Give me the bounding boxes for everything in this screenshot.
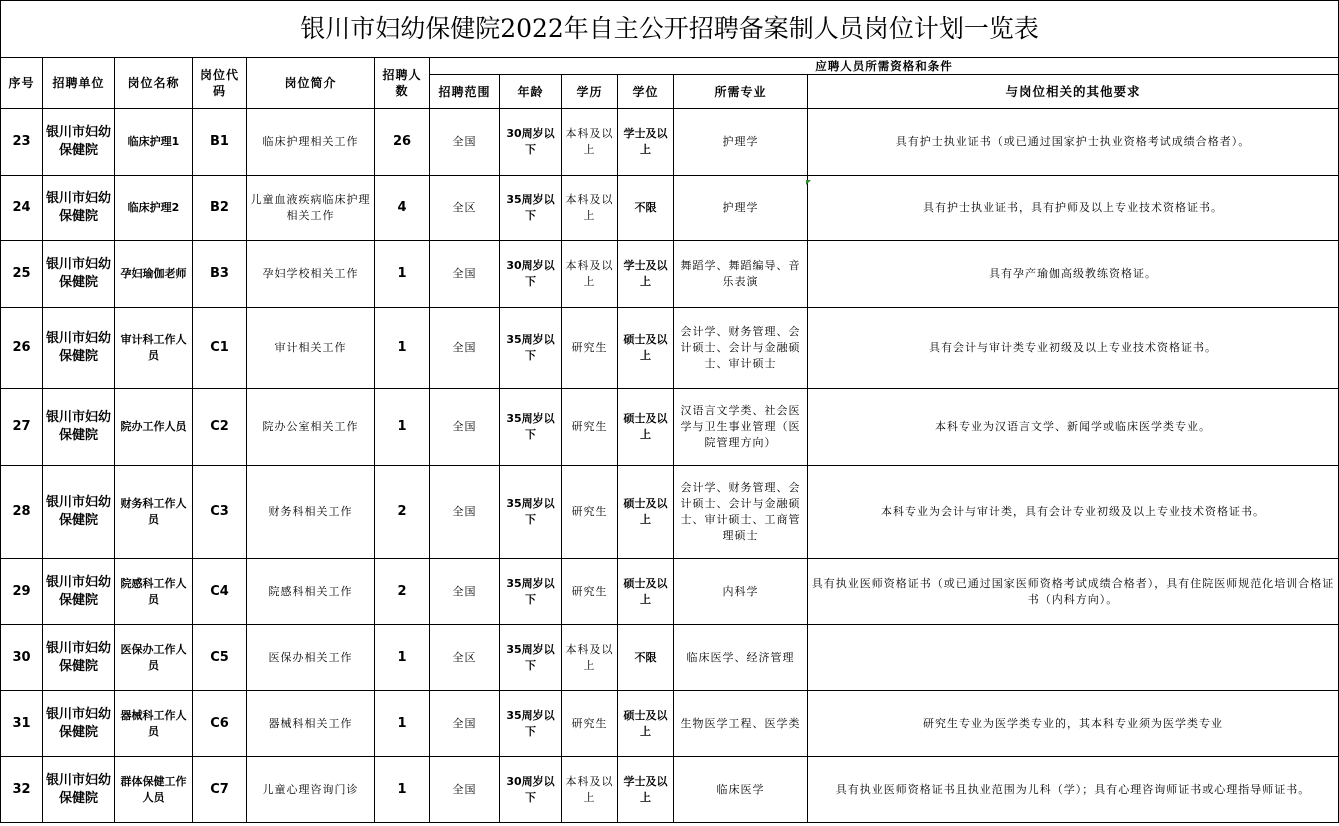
header-degree: 学位 (618, 75, 674, 109)
cell-education[interactable]: 本科及以上 (562, 176, 618, 241)
cell-other[interactable]: 研究生专业为医学类专业的，其本科专业须为医学类专业 (808, 691, 1339, 757)
cell-degree[interactable]: 学士及以上 (618, 757, 674, 823)
cell-post-desc[interactable]: 财务科相关工作 (247, 466, 375, 559)
cell-post-name[interactable]: 孕妇瑜伽老师 (115, 241, 193, 308)
cell-scope[interactable]: 全国 (430, 241, 500, 308)
cell-post-name[interactable]: 财务科工作人员 (115, 466, 193, 559)
header-count: 招聘人数 (375, 58, 430, 109)
table-body (1, 109, 1339, 823)
cell-seq[interactable]: 30 (1, 625, 43, 691)
cell-unit[interactable]: 银川市妇幼保健院 (43, 109, 115, 176)
cell-count[interactable]: 1 (375, 389, 430, 466)
cell-post-code[interactable]: C3 (193, 466, 247, 559)
cell-seq[interactable]: 23 (1, 109, 43, 176)
cell-post-desc[interactable]: 儿童心理咨询门诊 (247, 757, 375, 823)
cell-post-name[interactable]: 院办工作人员 (115, 389, 193, 466)
cell-education[interactable]: 本科及以上 (562, 109, 618, 176)
cell-other[interactable] (808, 625, 1339, 691)
header-scope: 招聘范围 (430, 75, 500, 109)
cell-age[interactable]: 35周岁以下 (500, 625, 562, 691)
cell-scope[interactable]: 全国 (430, 109, 500, 176)
cell-unit[interactable]: 银川市妇幼保健院 (43, 625, 115, 691)
cell-major[interactable]: 汉语言文学类、社会医学与卫生事业管理（医院管理方向） (674, 389, 808, 466)
cell-major[interactable]: 内科学 (674, 559, 808, 625)
header-seq: 序号 (1, 58, 43, 109)
cell-scope[interactable]: 全国 (430, 466, 500, 559)
cell-seq[interactable]: 24 (1, 176, 43, 241)
cell-post-desc[interactable]: 审计相关工作 (247, 308, 375, 389)
table-row (1, 691, 1339, 757)
cell-age[interactable]: 35周岁以下 (500, 559, 562, 625)
header-education: 学历 (562, 75, 618, 109)
cell-seq[interactable]: 28 (1, 466, 43, 559)
cell-post-name[interactable]: 院感科工作人员 (115, 559, 193, 625)
cell-degree[interactable]: 学士及以上 (618, 241, 674, 308)
cell-post-code[interactable]: C5 (193, 625, 247, 691)
header-other: 与岗位相关的其他要求 (808, 75, 1339, 109)
cell-major[interactable]: 会计学、财务管理、会计硕士、会计与金融硕士、审计硕士 (674, 308, 808, 389)
cell-post-code[interactable]: B1 (193, 109, 247, 176)
cell-age[interactable]: 30周岁以下 (500, 757, 562, 823)
cell-scope[interactable]: 全国 (430, 757, 500, 823)
cell-scope[interactable]: 全国 (430, 389, 500, 466)
cell-age[interactable]: 30周岁以下 (500, 241, 562, 308)
cell-age[interactable]: 35周岁以下 (500, 466, 562, 559)
cell-education[interactable]: 本科及以上 (562, 625, 618, 691)
cell-seq[interactable]: 32 (1, 757, 43, 823)
table-row (1, 559, 1339, 625)
cell-major[interactable]: 会计学、财务管理、会计硕士、会计与金融硕士、审计硕士、工商管理硕士 (674, 466, 808, 559)
cell-post-code[interactable]: B3 (193, 241, 247, 308)
cell-scope[interactable]: 全区 (430, 625, 500, 691)
cell-education[interactable]: 研究生 (562, 466, 618, 559)
table-row (1, 176, 1339, 241)
cell-scope[interactable]: 全国 (430, 691, 500, 757)
title-row (1, 1, 1339, 58)
header-row-1 (1, 58, 1339, 75)
cell-degree[interactable]: 硕士及以上 (618, 559, 674, 625)
header-major: 所需专业 (674, 75, 808, 109)
cell-age[interactable]: 35周岁以下 (500, 308, 562, 389)
cell-post-name[interactable]: 临床护理1 (115, 109, 193, 176)
cell-post-code[interactable]: C4 (193, 559, 247, 625)
header-age: 年龄 (500, 75, 562, 109)
cell-unit[interactable]: 银川市妇幼保健院 (43, 757, 115, 823)
cell-seq[interactable]: 26 (1, 308, 43, 389)
cell-unit[interactable]: 银川市妇幼保健院 (43, 389, 115, 466)
cell-post-desc[interactable]: 器械科相关工作 (247, 691, 375, 757)
cell-age[interactable]: 35周岁以下 (500, 691, 562, 757)
cell-other[interactable]: 具有执业医师资格证书（或已通过国家医师资格考试成绩合格者），具有住院医师规范化培训合格证书（内科方向）。 (808, 559, 1339, 625)
cell-other[interactable]: 本科专业为会计与审计类，具有会计专业初级及以上专业技术资格证书。 (808, 466, 1339, 559)
cell-unit[interactable]: 银川市妇幼保健院 (43, 559, 115, 625)
page-title: 银川市妇幼保健院2022年自主公开招聘备案制人员岗位计划一览表 (1, 1, 1339, 58)
cell-degree[interactable]: 硕士及以上 (618, 389, 674, 466)
cell-post-desc[interactable]: 临床护理相关工作 (247, 109, 375, 176)
cell-education[interactable]: 研究生 (562, 308, 618, 389)
cell-major[interactable]: 生物医学工程、医学类 (674, 691, 808, 757)
cell-seq[interactable]: 27 (1, 389, 43, 466)
cell-post-desc[interactable]: 院感科相关工作 (247, 559, 375, 625)
header-post-name: 岗位名称 (115, 58, 193, 109)
cell-post-desc[interactable]: 医保办相关工作 (247, 625, 375, 691)
cell-seq[interactable]: 25 (1, 241, 43, 308)
cell-seq[interactable]: 31 (1, 691, 43, 757)
cell-unit[interactable]: 银川市妇幼保健院 (43, 176, 115, 241)
cell-count[interactable]: 1 (375, 308, 430, 389)
cell-post-code[interactable]: B2 (193, 176, 247, 241)
cell-post-name[interactable]: 群体保健工作人员 (115, 757, 193, 823)
table-row (1, 625, 1339, 691)
cell-count[interactable]: 2 (375, 559, 430, 625)
cell-count[interactable]: 2 (375, 466, 430, 559)
cell-degree[interactable]: 硕士及以上 (618, 308, 674, 389)
cell-age[interactable]: 35周岁以下 (500, 176, 562, 241)
cell-age[interactable]: 30周岁以下 (500, 109, 562, 176)
cell-post-code[interactable]: C1 (193, 308, 247, 389)
cell-other[interactable]: 具有会计与审计类专业初级及以上专业技术资格证书。 (808, 308, 1339, 389)
cell-education[interactable]: 本科及以上 (562, 757, 618, 823)
cell-major[interactable]: 临床医学 (674, 757, 808, 823)
header-post-desc: 岗位简介 (247, 58, 375, 109)
cell-major[interactable]: 护理学 (674, 176, 808, 241)
cell-education[interactable]: 研究生 (562, 389, 618, 466)
cell-other[interactable]: 具有孕产瑜伽高级教练资格证。 (808, 241, 1339, 308)
cell-major[interactable]: 舞蹈学、舞蹈编导、音乐表演 (674, 241, 808, 308)
cell-unit[interactable]: 银川市妇幼保健院 (43, 308, 115, 389)
cell-post-code[interactable]: C2 (193, 389, 247, 466)
table-row (1, 308, 1339, 389)
table-row (1, 241, 1339, 308)
cell-post-name[interactable]: 临床护理2 (115, 176, 193, 241)
cell-post-name[interactable]: 器械科工作人员 (115, 691, 193, 757)
header-qualifications: 应聘人员所需资格和条件 (430, 58, 1339, 75)
cell-post-desc[interactable]: 院办公室相关工作 (247, 389, 375, 466)
cell-degree[interactable]: 不限 (618, 176, 674, 241)
cell-post-code[interactable]: C6 (193, 691, 247, 757)
cell-post-name[interactable]: 审计科工作人员 (115, 308, 193, 389)
cell-education[interactable]: 研究生 (562, 559, 618, 625)
cell-degree[interactable]: 学士及以上 (618, 109, 674, 176)
cell-education[interactable]: 研究生 (562, 691, 618, 757)
cell-count[interactable]: 1 (375, 241, 430, 308)
cell-count[interactable]: 1 (375, 625, 430, 691)
cell-post-desc[interactable]: 儿童血液疾病临床护理相关工作 (247, 176, 375, 241)
comment-indicator-icon (806, 180, 811, 185)
cell-other[interactable]: 具有执业医师资格证书且执业范围为儿科（学）；具有心理咨询师证书或心理指导师证书。 (808, 757, 1339, 823)
header-post-code: 岗位代码 (193, 58, 247, 109)
cell-post-code[interactable]: C7 (193, 757, 247, 823)
cell-age[interactable]: 35周岁以下 (500, 389, 562, 466)
cell-other[interactable]: 本科专业为汉语言文学、新闻学或临床医学类专业。 (808, 389, 1339, 466)
cell-count[interactable]: 26 (375, 109, 430, 176)
cell-seq[interactable]: 29 (1, 559, 43, 625)
cell-degree[interactable]: 不限 (618, 625, 674, 691)
table-row (1, 466, 1339, 559)
cell-major[interactable]: 护理学 (674, 109, 808, 176)
cell-education[interactable]: 本科及以上 (562, 241, 618, 308)
cell-scope[interactable]: 全区 (430, 176, 500, 241)
table-row (1, 389, 1339, 466)
cell-other[interactable]: 具有护士执业证书，具有护师及以上专业技术资格证书。 (808, 176, 1339, 241)
cell-scope[interactable]: 全国 (430, 308, 500, 389)
cell-unit[interactable]: 银川市妇幼保健院 (43, 466, 115, 559)
cell-post-name[interactable]: 医保办工作人员 (115, 625, 193, 691)
cell-other[interactable]: 具有护士执业证书（或已通过国家护士执业资格考试成绩合格者）。 (808, 109, 1339, 176)
cell-count[interactable]: 1 (375, 757, 430, 823)
cell-scope[interactable]: 全国 (430, 559, 500, 625)
cell-degree[interactable]: 硕士及以上 (618, 691, 674, 757)
cell-count[interactable]: 4 (375, 176, 430, 241)
cell-major[interactable]: 临床医学、经济管理 (674, 625, 808, 691)
header-unit: 招聘单位 (43, 58, 115, 109)
cell-unit[interactable]: 银川市妇幼保健院 (43, 241, 115, 308)
cell-post-desc[interactable]: 孕妇学校相关工作 (247, 241, 375, 308)
cell-count[interactable]: 1 (375, 691, 430, 757)
cell-degree[interactable]: 硕士及以上 (618, 466, 674, 559)
table-row (1, 109, 1339, 176)
table-row (1, 757, 1339, 823)
cell-unit[interactable]: 银川市妇幼保健院 (43, 691, 115, 757)
